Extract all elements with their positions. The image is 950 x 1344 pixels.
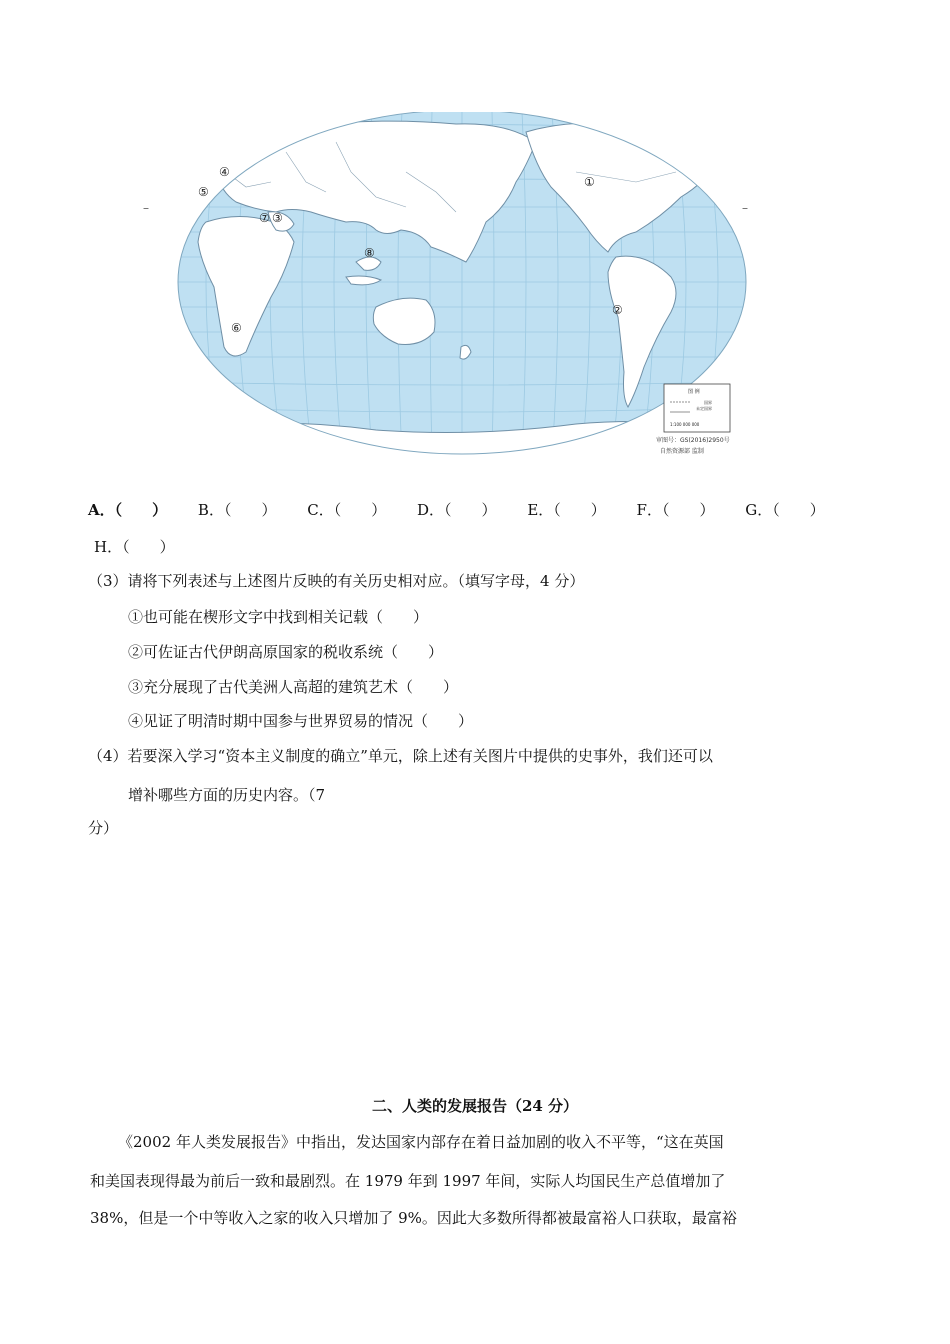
answer-c: C．（ ） [307,501,387,519]
section2-line-3: 38%，但是一个中等收入之家的收入只增加了 9%。因此大多数所得都被最富裕人口获取，最富裕 [90,1209,737,1227]
section2-line-1: 《2002 年人类发展报告》中指出，发达国家内部存在着日益加剧的收入不平等，“这在英国 [118,1133,724,1151]
q3-item-1: ①也可能在楔形文字中找到相关记载（ ） [128,608,429,626]
q4-line-3: 分） [88,819,119,837]
answer-d: D．（ ） [417,501,497,519]
q3-item-4: ④见证了明清时期中国参与世界贸易的情况（ ） [128,712,474,730]
section2-line-2: 和美国表现得最为前后一致和最剧烈。在 1979 年到 1997 年间，实际人均国民生产总值增加了 [90,1172,726,1190]
greenland-landmass [676,118,721,145]
marker-4: ④ [219,165,230,179]
left-tick-mark: – [143,201,149,215]
section-title: 二、人类的发展报告（24 分） [371,1097,579,1115]
answer-row [88,500,825,520]
legend-title: 图 例 [688,389,700,395]
q4-line-2: 增补哪些方面的历史内容。（7 [128,786,326,804]
marker-8: ⑧ [364,246,375,260]
q4-line-1: （4）若要深入学习“资本主义制度的确立”单元，除上述有关图片中提供的史事外，我们还可以 [88,747,713,765]
right-tick-mark: – [742,201,748,215]
q3-stem: （3）请将下列表述与上述图片反映的有关历史相对应。（填写字母，4 分） [88,572,585,590]
marker-1: ① [584,175,595,189]
answer-f: F．（ ） [636,501,715,519]
marker-7: ⑦ [259,211,270,225]
approval-number: 审图号：GS(2016)2950号 [656,437,730,444]
answer-b: B．（ ） [197,501,277,519]
marker-5: ⑤ [198,185,209,199]
answer-h: H．（ ） [94,538,175,556]
map-publisher: 自然资源部 监制 [660,448,704,455]
legend-item-border: 国界 [704,400,712,405]
answer-e: E．（ ） [527,501,606,519]
answer-a: A．（ ） [88,501,168,519]
marker-6: ⑥ [231,321,242,335]
legend-item-undetermined: 未定国界 [696,406,712,411]
legend-scale: 1:100 000 000 [670,422,700,427]
answer-g: G．（ ） [745,501,825,519]
marker-3: ③ [272,211,283,225]
world-map [176,112,748,457]
marker-2: ② [612,303,623,317]
q3-item-2: ②可佐证古代伊朗高原国家的税收系统（ ） [128,643,444,661]
map-legend [656,384,730,455]
q3-item-3: ③充分展现了古代美洲人高超的建筑艺术（ ） [128,678,459,696]
